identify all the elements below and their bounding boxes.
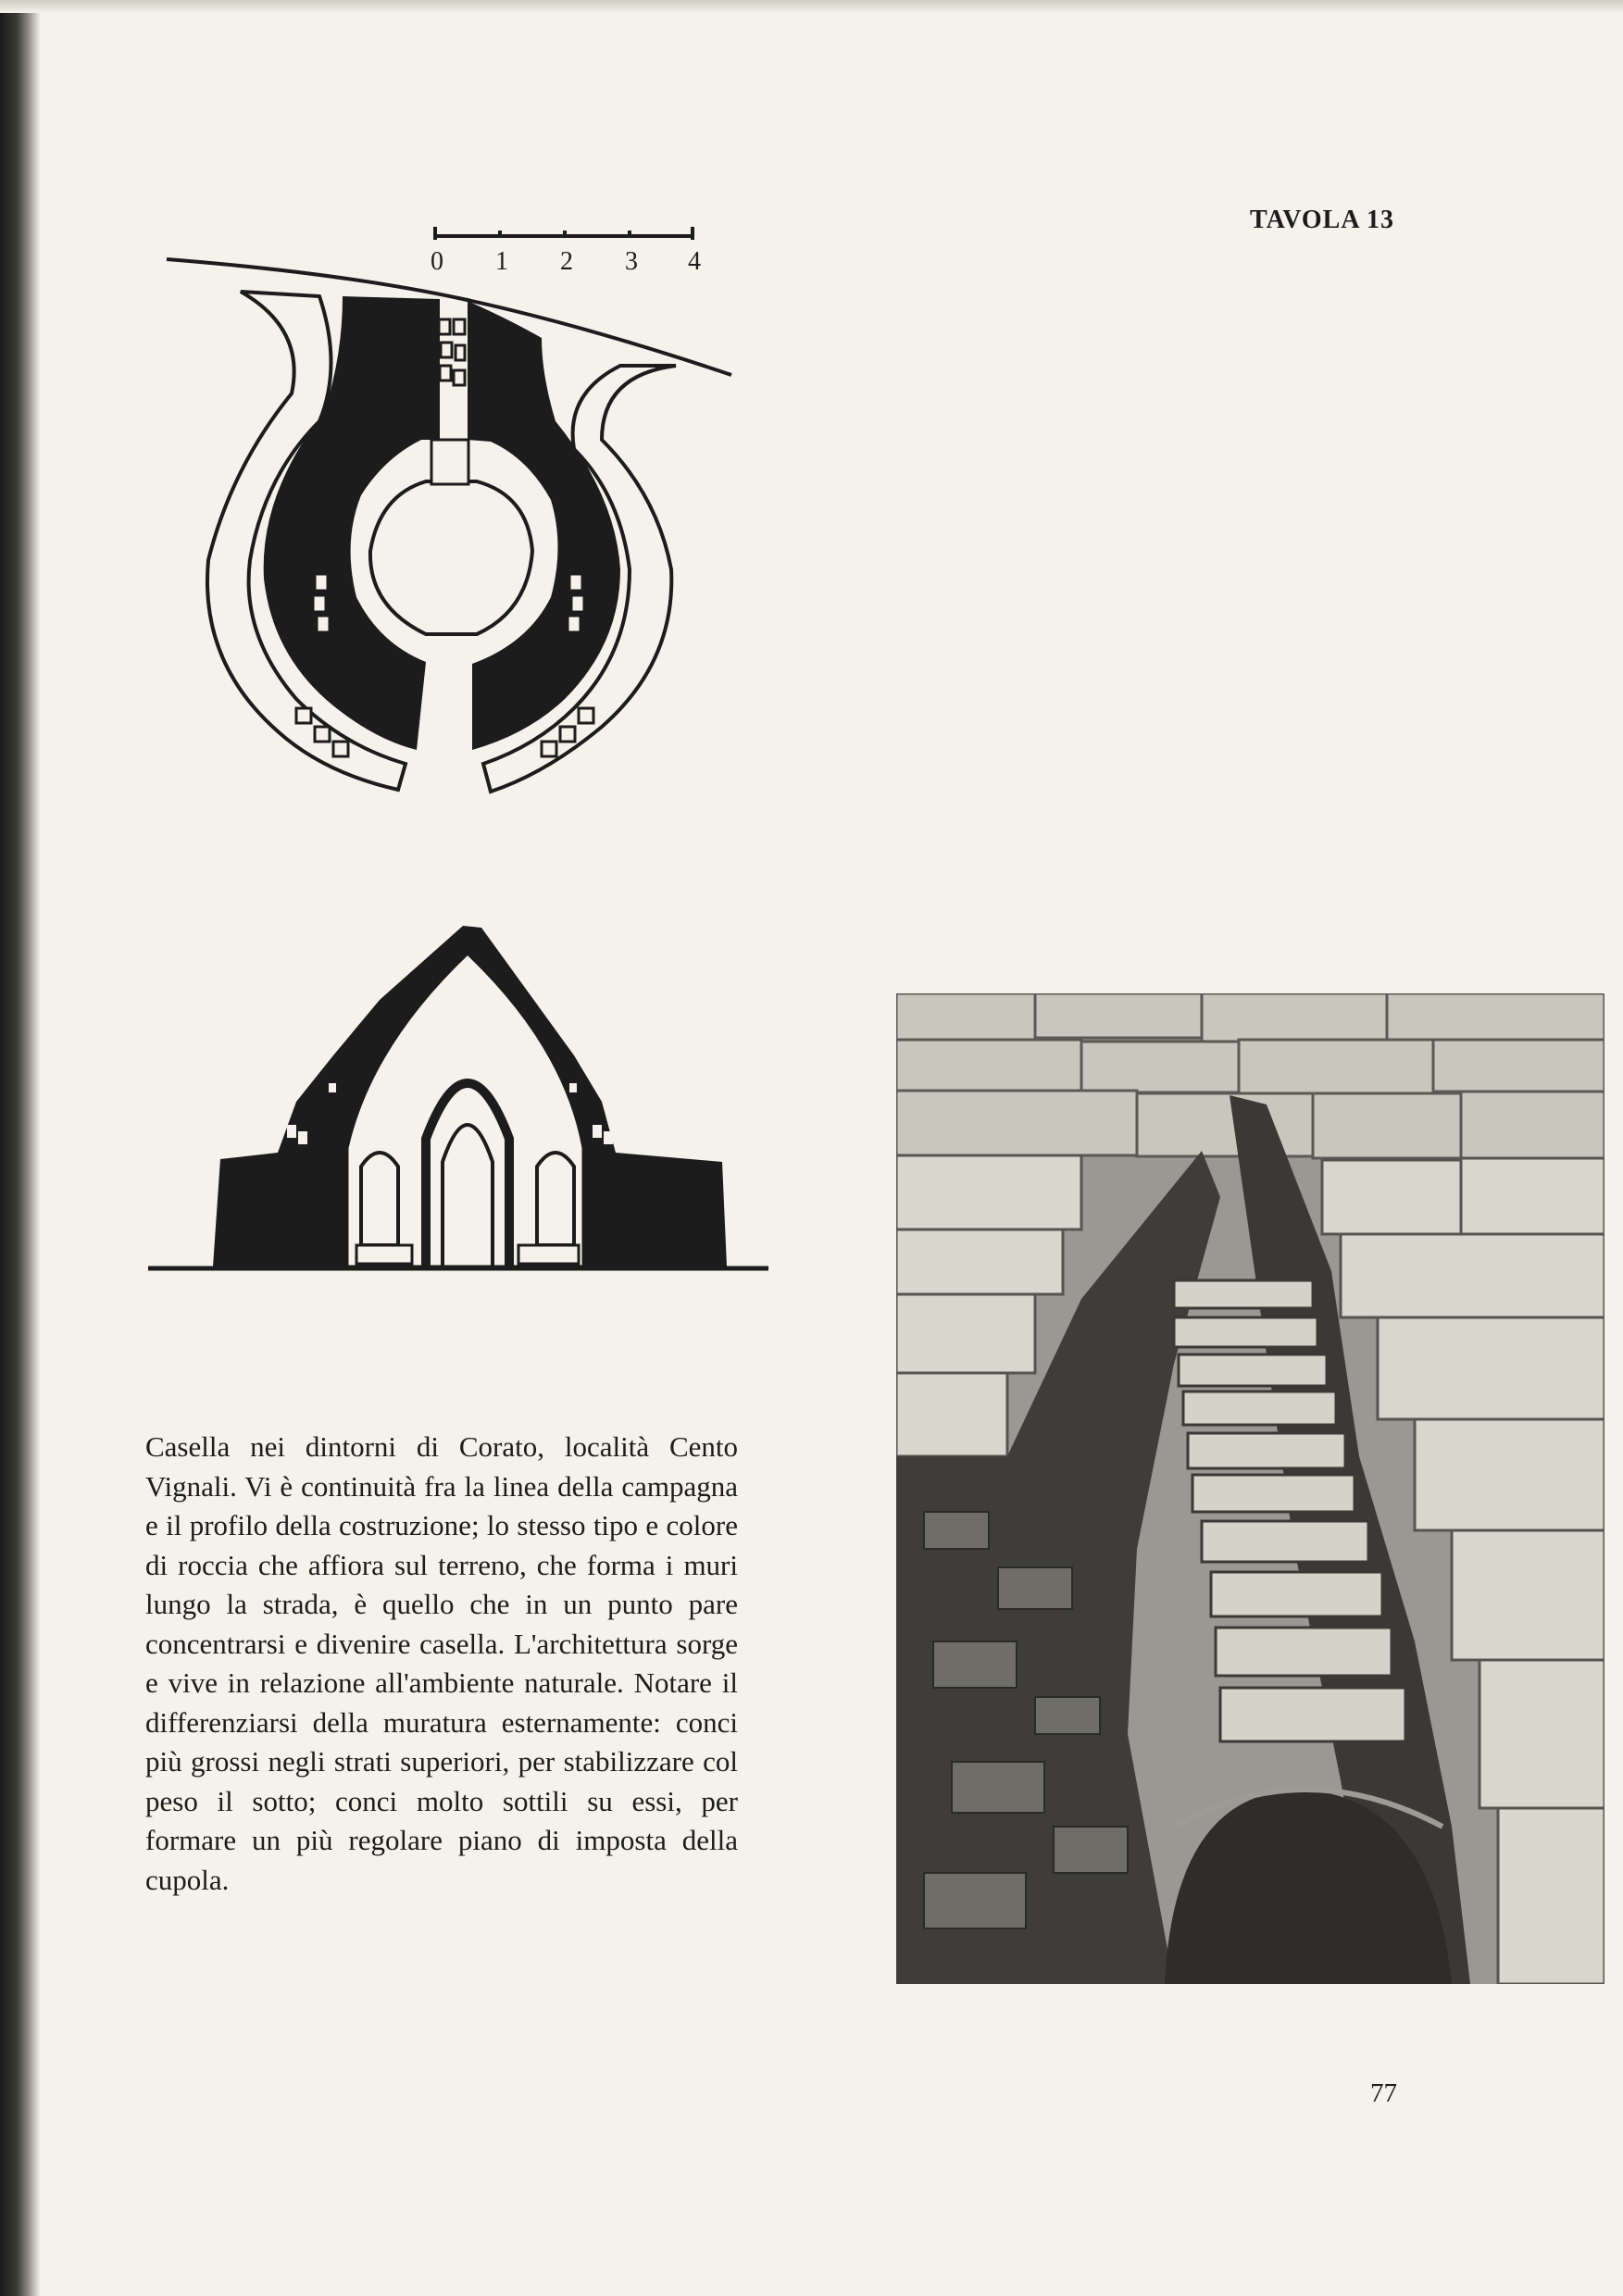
stone-staircase-photo-icon	[896, 993, 1604, 1984]
cross-section-drawing-icon	[148, 917, 768, 1287]
scale-tick-1: 1	[495, 247, 508, 276]
scale-tick-0: 0	[431, 247, 443, 276]
scale-tick-3: 3	[625, 247, 638, 276]
scale-tick-2: 2	[560, 247, 573, 276]
scale-bar	[435, 227, 693, 240]
figure-caption: Casella nei dintorni di Corato, località Cento Vignali. Vi è continuità fra la linea della campagna e il profilo della costruzione; lo stesso tipo e colore di roccia che affiora sul terreno, che forma i muri lungo la strada, è quello che in un punto pare concentrarsi e divenire casella. L'architettura sorge e vive in relazione all'ambiente naturale. Notare il differenziarsi della muratura esternamente: conci più grossi negli strati superiori, per stabilizzare col peso il sotto; conci molto sottili su essi, per formare un più regolare piano di imposta della cupola.	[145, 1430, 738, 1896]
page-number: 77	[1370, 2078, 1397, 2108]
floor-plan-figure	[157, 227, 750, 829]
page-top-shadow	[0, 0, 1623, 13]
staircase-photo	[896, 993, 1604, 1984]
cross-section-figure	[148, 917, 768, 1287]
scale-tick-4: 4	[688, 247, 701, 276]
plate-label: TAVOLA 13	[1250, 206, 1394, 234]
floor-plan-drawing-icon	[157, 227, 750, 829]
book-spine-shadow	[0, 0, 41, 2296]
